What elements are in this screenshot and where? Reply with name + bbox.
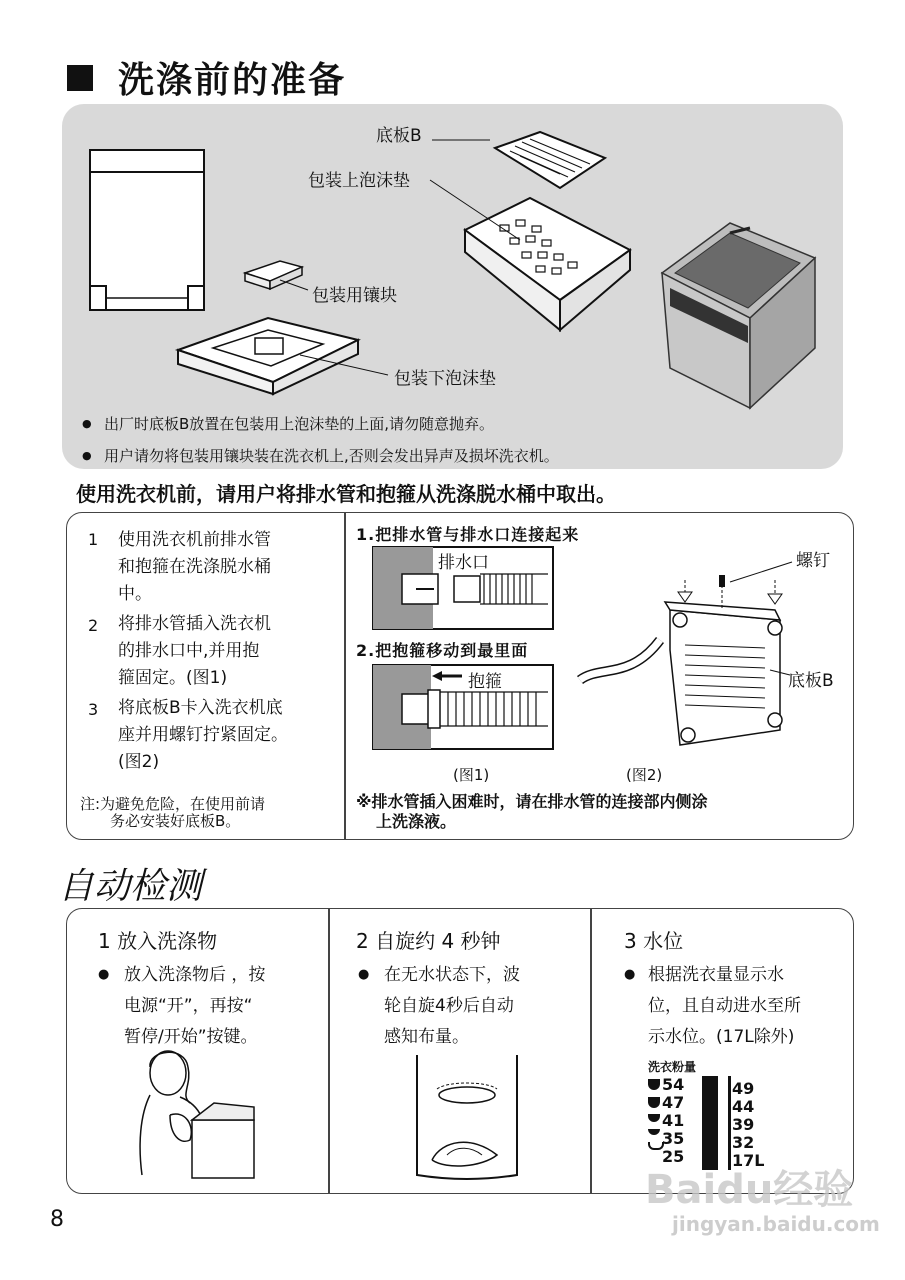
insert-block-label: 包装用镶块 (312, 286, 397, 306)
fig-step-1-heading: 1.把排水管与排水口连接起来 (356, 525, 580, 544)
hoop-diagram (372, 664, 554, 750)
base-b-fig-label: 底板B (788, 671, 834, 691)
watermark-brand: Baidu经验 (645, 1167, 854, 1213)
detergent-values: 54 47 41 35 25 (662, 1075, 685, 1166)
watermark-url: jingyan.baidu.com (672, 1212, 880, 1236)
step-load-text: 放入洗涤物后 ，按 电源“开”，再按“ 暂停/开始”按键。 (124, 965, 266, 1047)
step-spin-title: 2 自旋约 4 秒钟 (356, 929, 501, 953)
bullet-icon: ● (98, 967, 110, 982)
base-b-install-diagram (570, 570, 800, 755)
step-3-text: 将底板B卡入洗衣机底 座并用螺钉拧紧固定。 (图2) (118, 698, 288, 772)
step-2-number: 2 (88, 616, 99, 635)
install-divider (344, 512, 346, 840)
detergent-cup-icons (648, 1076, 664, 1150)
packaging-note-1: ● 出厂时底板B放置在包装用上泡沫垫的上面,请勿随意抛弃。 (82, 413, 494, 434)
step-1-number: 1 (88, 530, 99, 549)
step-water-text: 根据洗衣量显示水 位，且自动进水至所 示水位。(17L除外) (648, 965, 801, 1047)
page-title: 洗涤前的准备 (118, 60, 347, 101)
water-level-values: 49 44 39 32 17L (732, 1079, 765, 1170)
leader-lines (0, 0, 905, 480)
safety-note: 注:为避免危险，在使用前请 务必安装好底板B。 (80, 795, 266, 830)
lower-foam-label: 包装下泡沫垫 (394, 369, 496, 389)
insertion-tip: ※排水管插入困难时，请在排水管的连接部内侧涂 上洗涤液。 (356, 792, 708, 831)
packaging-note-2: ● 用户请勿将包装用镶块装在洗衣机上,否则会发出异声及损坏洗衣机。 (82, 445, 559, 466)
screw-label: 螺钉 (796, 551, 830, 571)
fig-step-2-heading: 2.把抱箍移动到最里面 (356, 641, 529, 660)
fig1-caption: (图1) (453, 766, 490, 784)
upper-foam-label: 包装上泡沫垫 (308, 171, 410, 191)
water-level-bar (702, 1076, 718, 1170)
step-3-number: 3 (88, 700, 99, 719)
base-b-label: 底板B (376, 126, 422, 146)
hoop-label: 抱箍 (468, 672, 502, 692)
step-2-text: 将排水管插入洗衣机 的排水口中,并用抱 箍固定。(图1) (118, 614, 271, 688)
drain-port-label: 排水口 (436, 548, 491, 573)
spinning-tub-illustration (412, 1055, 522, 1185)
bullet-icon: ● (358, 967, 370, 982)
fig2-caption: (图2) (626, 766, 663, 784)
step-water-title: 3 水位 (624, 929, 684, 953)
woman-loading-laundry-illustration (130, 1045, 260, 1180)
col-divider-1 (328, 908, 330, 1194)
auto-detect-title: 自动检测 (58, 866, 203, 907)
bullet-icon: ● (624, 967, 636, 982)
step-load-title: 1 放入洗涤物 (98, 929, 218, 953)
step-spin-text: 在无水状态下，波 轮自旋4秒后自动 感知布量。 (384, 965, 520, 1047)
step-1-text: 使用洗衣机前排水管 和抱箍在洗涤脱水桶 中。 (118, 530, 271, 604)
instruction-heading: 使用洗衣机前，请用户将排水管和抱箍从洗涤脱水桶中取出。 (76, 482, 616, 506)
page-number: 8 (50, 1207, 64, 1232)
detergent-label: 洗衣粉量 (648, 1060, 697, 1074)
col-divider-2 (590, 908, 592, 1194)
